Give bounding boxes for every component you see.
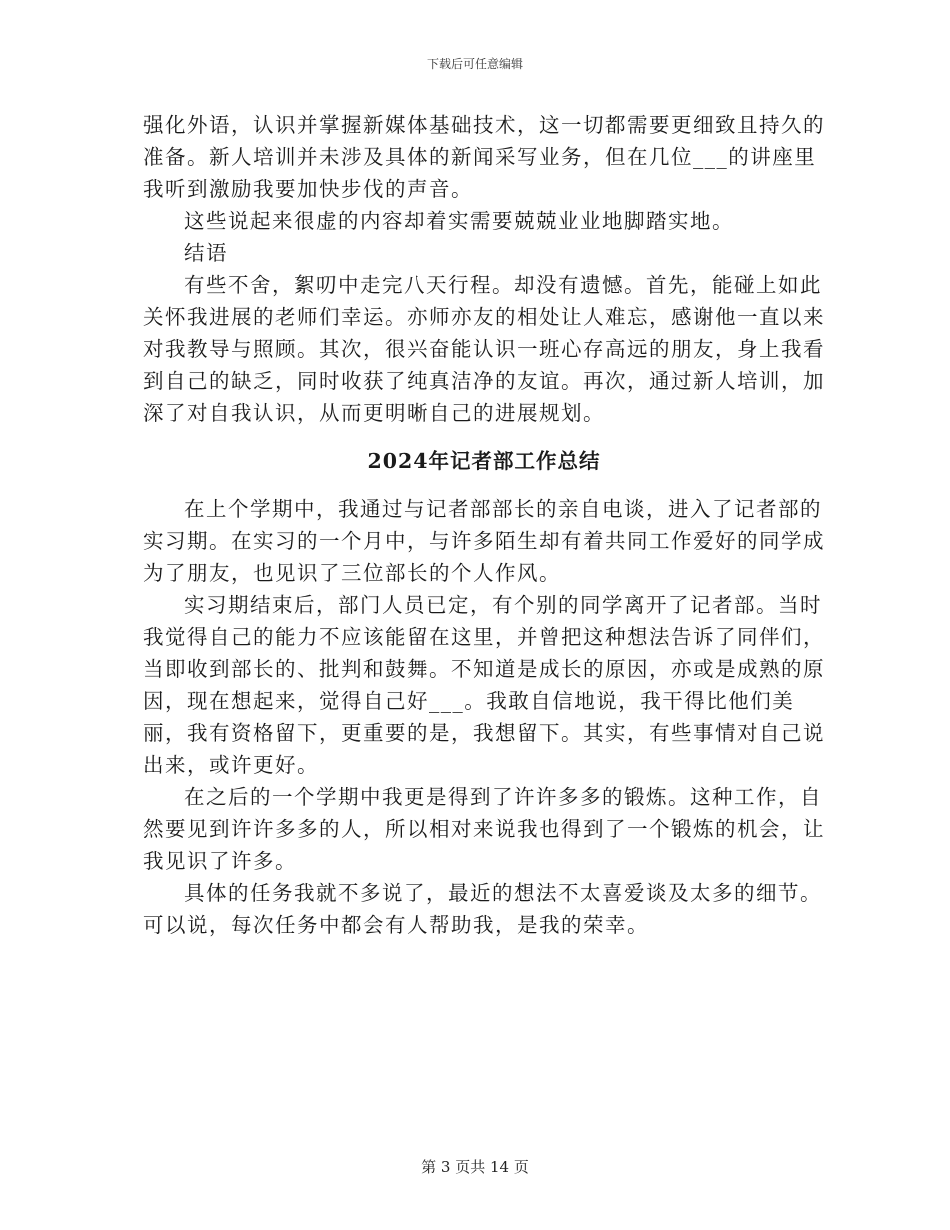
document-body <box>143 109 825 941</box>
paragraph: 在之后的一个学期中我更是得到了许许多多的锻炼。这种工作，自然要见到许许多多的人，所以相对来说我也得到了一个锻炼的机会，让我见识了许多。 <box>143 785 825 873</box>
section-title: 2024年记者部工作总结 <box>367 449 601 473</box>
paragraph: 具体的任务我就不多说了，最近的想法不太喜爱谈及太多的细节。可以说，每次任务中都会有人帮助我，是我的荣幸。 <box>143 881 822 937</box>
page-number: 第 3 页共 14 页 <box>421 1158 529 1176</box>
paragraph: 这些说起来很虚的内容却着实需要兢兢业业地脚踏实地。 <box>184 209 734 233</box>
paragraph: 在上个学期中，我通过与记者部部长的亲自电谈，进入了记者部的实习期。在实习的一个月中，与许多陌生却有着共同工作爱好的同学成为了朋友，也见识了三位部长的个人作风。 <box>143 497 825 585</box>
paragraph: 实习期结束后，部门人员已定，有个别的同学离开了记者部。当时我觉得自己的能力不应该能留在这里，并曾把这种想法告诉了同伴们，当即收到部长的、批判和鼓舞。不知道是成长的原因，亦或是成熟的原因，现在想起来，觉得自己好___。我敢自信地说，我干得比他们美丽，我有资格留下，更重要的是，我想留下。其实，有些事情对自己说出来，或许更好。 <box>143 593 825 777</box>
page-header-note: 下载后可任意编辑 <box>426 57 523 71</box>
paragraph: 有些不舍，絮叨中走完八天行程。却没有遗憾。首先，能碰上如此关怀我进展的老师们幸运。亦师亦友的相处让人难忘，感谢他一直以来对我教导与照顾。其次，很兴奋能认识一班心存高远的朋友，身上我看到自己的缺乏，同时收获了纯真洁净的友谊。再次，通过新人培训，加深了对自我认识，从而更明晰自己的进展规划。 <box>143 273 825 425</box>
section-label-conclusion: 结语 <box>184 241 228 265</box>
paragraph-continued: 强化外语，认识并掌握新媒体基础技术，这一切都需要更细致且持久的准备。新人培训并未涉及具体的新闻采写业务，但在几位___的讲座里我听到激励我要加快步伐的声音。 <box>143 113 825 201</box>
